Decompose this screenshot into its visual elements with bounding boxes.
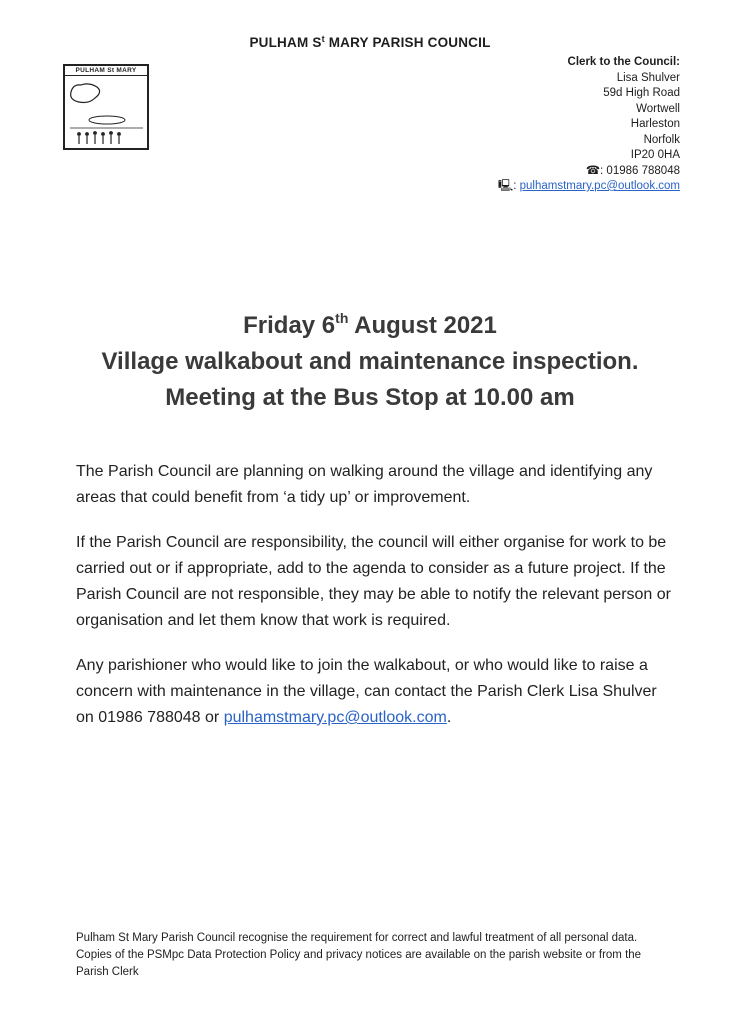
paragraph-intro: The Parish Council are planning on walking around the village and identifying any areas that could benefit from ‘a tidy up’ or improvement.	[76, 463, 653, 506]
paragraph-contact: Any parishioner who would like to join the walkabout, or who would like to raise a concern with maintenance in the village, can contact the Parish Clerk Lisa Shulver on 01986 788048 or pulhamstmary.pc@outlook.com.	[76, 657, 657, 726]
clerk-heading: Clerk to the Council:	[567, 56, 680, 68]
clerk-phone: ☎: 01986 788048	[585, 164, 680, 177]
address-line: Wortwell	[636, 102, 680, 115]
logo-text: PULHAM St MARY	[65, 67, 147, 76]
contact-email-link[interactable]: pulhamstmary.pc@outlook.com	[223, 709, 447, 726]
address-line: Harleston	[630, 118, 680, 130]
clerk-contact-block	[420, 55, 680, 195]
clerk-email-link[interactable]: pulhamstmary.pc@outlook.com	[519, 180, 680, 192]
meeting-headline	[0, 300, 740, 416]
address-line: IP20 0HA	[630, 149, 680, 161]
data-protection-footer: Pulham St Mary Parish Council recognise the requirement for correct and lawful treatment of all personal data. Copies of the PSMpc Data Protection Policy and privacy notices are available on the parish website or from the Parish Clerk	[76, 932, 642, 978]
telephone-icon: ☎	[585, 164, 601, 177]
headline-title: Village walkabout and maintenance inspection.	[101, 348, 639, 375]
letter-body	[76, 459, 676, 750]
clerk-email: 🖳: pulhamstmary.pc@outlook.com	[497, 180, 680, 192]
clerk-name: Lisa Shulver	[616, 71, 680, 84]
computer-icon: 🖳	[497, 180, 514, 192]
parish-logo	[63, 64, 149, 150]
airship-illustration	[65, 78, 147, 148]
council-title: PULHAM $S^t$ MARY PARISH COUNCIL	[249, 34, 491, 50]
headline-meeting-point: Meeting at the Bus Stop at 10.00 am	[165, 384, 575, 411]
address-line: 59d High Road	[603, 87, 680, 99]
headline-date: Friday 6th August 2021	[243, 310, 497, 339]
address-line: Norfolk	[643, 133, 680, 146]
paragraph-responsibility: If the Parish Council are responsibility, the council will either organise for work to be carried out or if appropriate, add to the agenda to consider as a future project. If the Parish Council are not responsible, they may be able to notify the relevant person or organisation and let them know that work is required.	[76, 534, 671, 629]
